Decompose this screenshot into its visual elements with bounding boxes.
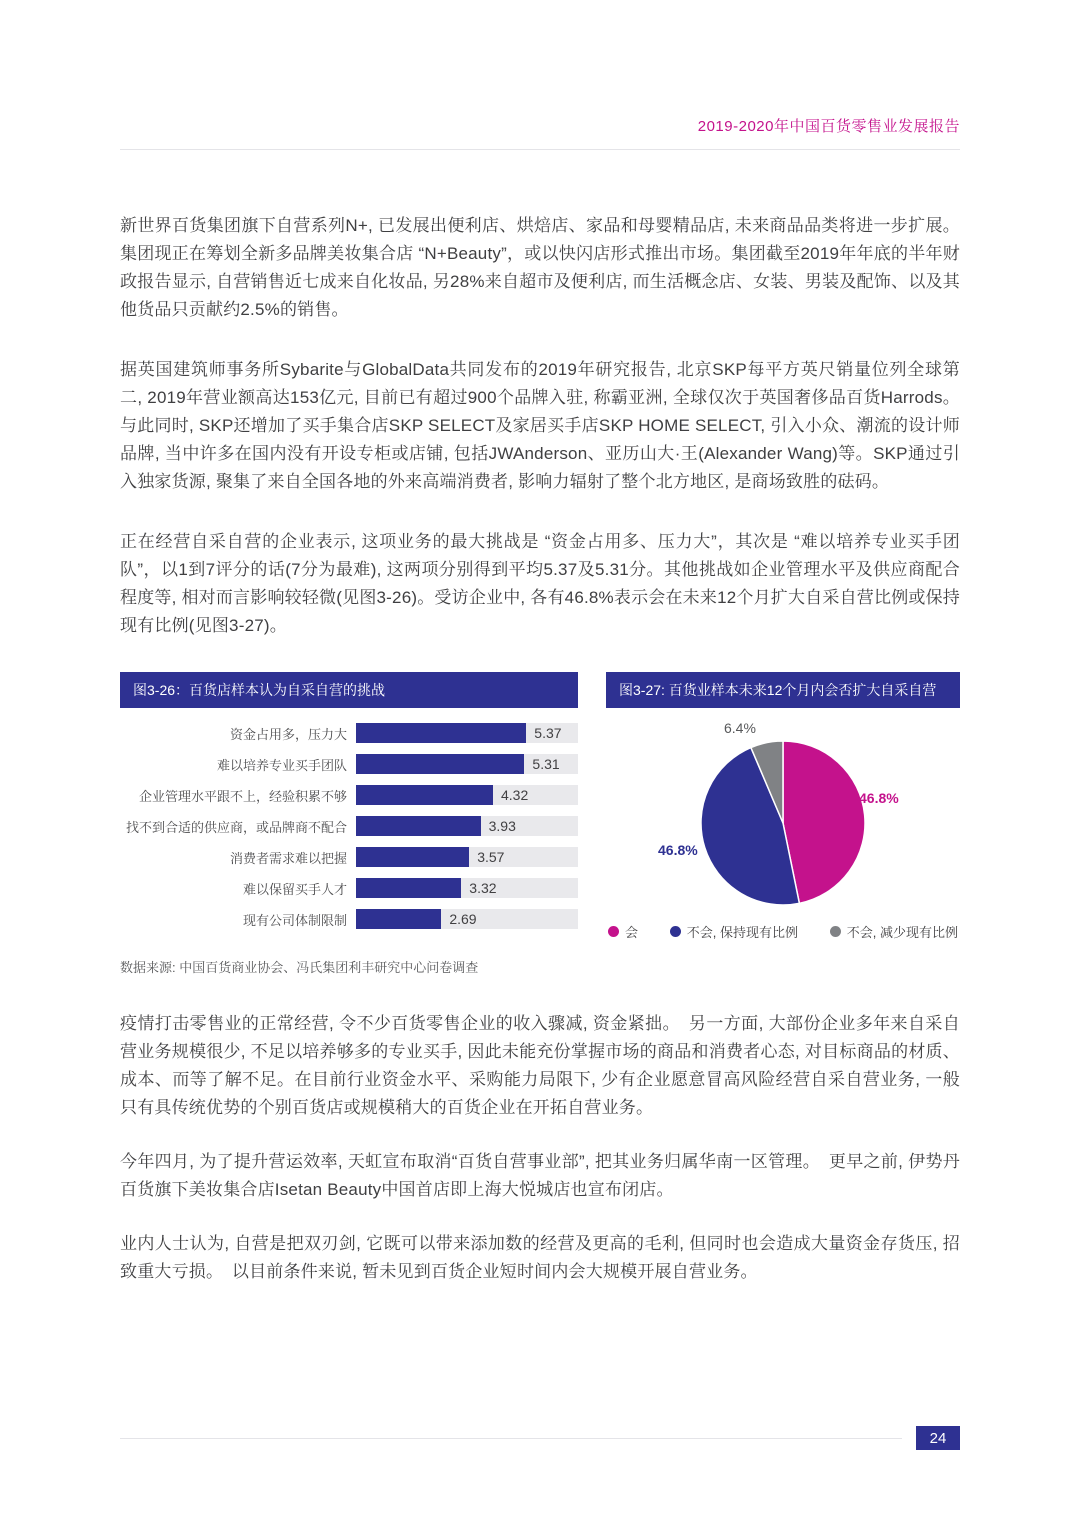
bar-track [356, 878, 578, 898]
page-header [120, 115, 960, 150]
bar-category-label: 现有公司体制限制 [242, 912, 347, 928]
footer-divider [120, 1438, 902, 1439]
data-source-note: 数据来源: 中国百货商业协会、冯氏集团利丰研究中心问卷调查 [120, 960, 479, 975]
legend-item [670, 922, 798, 941]
figure-3-26 [120, 672, 578, 941]
bar-value-label: 3.93 [488, 818, 516, 834]
legend-dot [608, 926, 619, 937]
bar-track [356, 754, 578, 774]
figures-row [120, 672, 960, 941]
pie-value-label-reduce: 6.4% [724, 720, 756, 736]
legend-label: 不会, 减少现有比例 [846, 925, 958, 940]
header-divider [120, 149, 960, 150]
bar-value-label: 3.57 [477, 849, 505, 865]
paragraph-6: 业内人士认为, 自营是把双刃剑, 它既可以带来添加数的经营及更高的毛利, 但同时也会造成大量资金存货压, 招致重大亏损。 以目前条件来说, 暂未见到百货企业短时间内会大规模开展自营业务。 [120, 1234, 960, 1281]
paragraph-3: 正在经营自采自营的企业表示, 这项业务的最大挑战是 “资金占用多、压力大”，其次是 “难以培养专业买手团队”，以1到7评分的话(7分为最难), 这两项分别得到平均5.37及5.31分。其他挑战如企业管理水平及供应商配合程度等, 相对而言影响较轻微(见图3-26)。受访企业中, 各有46.8%表示会在未来12个月扩大自采自营比例或保持现有比例(见图3-27)。 [120, 532, 960, 635]
bar-track [356, 847, 578, 867]
pie-legend [606, 922, 960, 941]
pie-chart-area [606, 708, 960, 912]
legend-label: 会 [625, 925, 639, 940]
bar-category-label: 消费者需求难以把握 [229, 850, 347, 866]
bar-row [120, 753, 578, 775]
bar-track [356, 723, 578, 743]
bar-row [120, 846, 578, 868]
bar-track [356, 785, 578, 805]
paragraph-1: 新世界百货集团旗下自营系列N+, 已发展出便利店、烘焙店、家品和母婴精品店, 未来商品品类将进一步扩展。集团现正在筹划全新多品牌美妆集合店 “N+Beauty”，或以快闪店形式推出市场。集团截至2019年年底的半年财政报告显示, 自营销售近七成来自化妆品, 另28%来自超市及便利店, 而生活概念店、女装、男装及配饰、以及其他货品只贡献约2.5%的销售。 [120, 216, 960, 319]
bar-value-label: 3.32 [469, 880, 497, 896]
bar-fill [356, 878, 461, 898]
bar-category-label: 企业管理水平跟不上，经验积累不够 [138, 788, 347, 804]
bar-category-label: 难以保留买手人才 [242, 881, 347, 897]
paragraph-2: 据英国建筑师事务所Sybarite与GlobalData共同发布的2019年研究报告, 北京SKP每平方英尺销量位列全球第二, 2019年营业额高达153亿元, 目前已有超过900个品牌入驻, 称霸亚洲, 全球仅次于英国奢侈品百货Harrods。与此同时, SKP还增加了买手集合店SKP SELECT及家居买手店SKP HOME SELECT, 引入小众、潮流的设计师品牌, 当中许多在国内没有开设专柜或店铺, 包括JWAnderson、亚历山大·王(Alexander Wang)等。SKP通过引入独家货源, 聚集了来自全国各地的外来高端消费者, 影响力辐射了整个北方地区, 是商场致胜的砝码。 [120, 360, 960, 491]
legend-dot [670, 926, 681, 937]
legend-item [608, 922, 638, 941]
bar-fill [356, 785, 493, 805]
figure-3-27 [606, 672, 960, 941]
bar-row [120, 722, 578, 744]
figure-3-26-title: 图3-26：百货店样本认为自采自营的挑战 [120, 672, 578, 708]
bar-row [120, 784, 578, 806]
page-number-badge: 24 [916, 1426, 960, 1450]
bar-value-label: 5.37 [534, 725, 562, 741]
bar-category-label: 找不到合适的供应商，或品牌商不配合 [125, 819, 347, 835]
pie-value-label-yes: 46.8% [859, 790, 899, 806]
legend-dot [830, 926, 841, 937]
bar-category-label: 难以培养专业买手团队 [216, 757, 347, 773]
pie-slice-1 [783, 741, 865, 903]
page-footer [120, 1426, 960, 1450]
bar-track [356, 909, 578, 929]
pie-chart [699, 739, 867, 907]
paragraph-5: 今年四月, 为了提升营运效率, 天虹宣布取消“百货自营事业部”, 把其业务归属华南一区管理。 更早之前, 伊势丹百货旗下美妆集合店Isetan Beauty中国首店即上海大悦城店也宣布闭店。 [120, 1152, 960, 1199]
bar-fill [356, 816, 481, 836]
bar-fill [356, 723, 526, 743]
bar-value-label: 2.69 [449, 911, 477, 927]
report-title: 2019-2020年中国百货零售业发展报告 [697, 118, 960, 135]
bar-value-label: 4.32 [500, 787, 529, 803]
bar-track [356, 816, 578, 836]
legend-item [830, 922, 958, 941]
bar-chart [120, 708, 578, 930]
paragraph-4: 疫情打击零售业的正常经营, 令不少百货零售企业的收入骤减, 资金紧拙。 另一方面, 大部份企业多年来自采自营业务规模很少, 不足以培养够多的专业买手, 因此未能充份掌握市场的商品和消费者心态, 对目标商品的材质、成本、而等了解不足。在目前行业资金水平、采购能力局限下, 少有企业愿意冒高风险经营自采自营业务, 一般只有具传统优势的个别百货店或规模稍大的百货企业在开拓自营业务。 [120, 1014, 960, 1117]
bar-row [120, 908, 578, 930]
legend-label: 不会, 保持现有比例 [686, 925, 798, 940]
bar-fill [356, 909, 441, 929]
figure-3-27-title: 图3-27: 百货业样本未来12个月内会否扩大自采自营 [606, 672, 960, 708]
bar-row [120, 877, 578, 899]
pie-value-label-keep: 46.8% [658, 842, 698, 858]
bar-category-label: 资金占用多，压力大 [229, 726, 347, 742]
bar-value-label: 5.31 [532, 756, 560, 772]
bar-fill [356, 847, 469, 867]
bar-fill [356, 754, 524, 774]
bar-row [120, 815, 578, 837]
